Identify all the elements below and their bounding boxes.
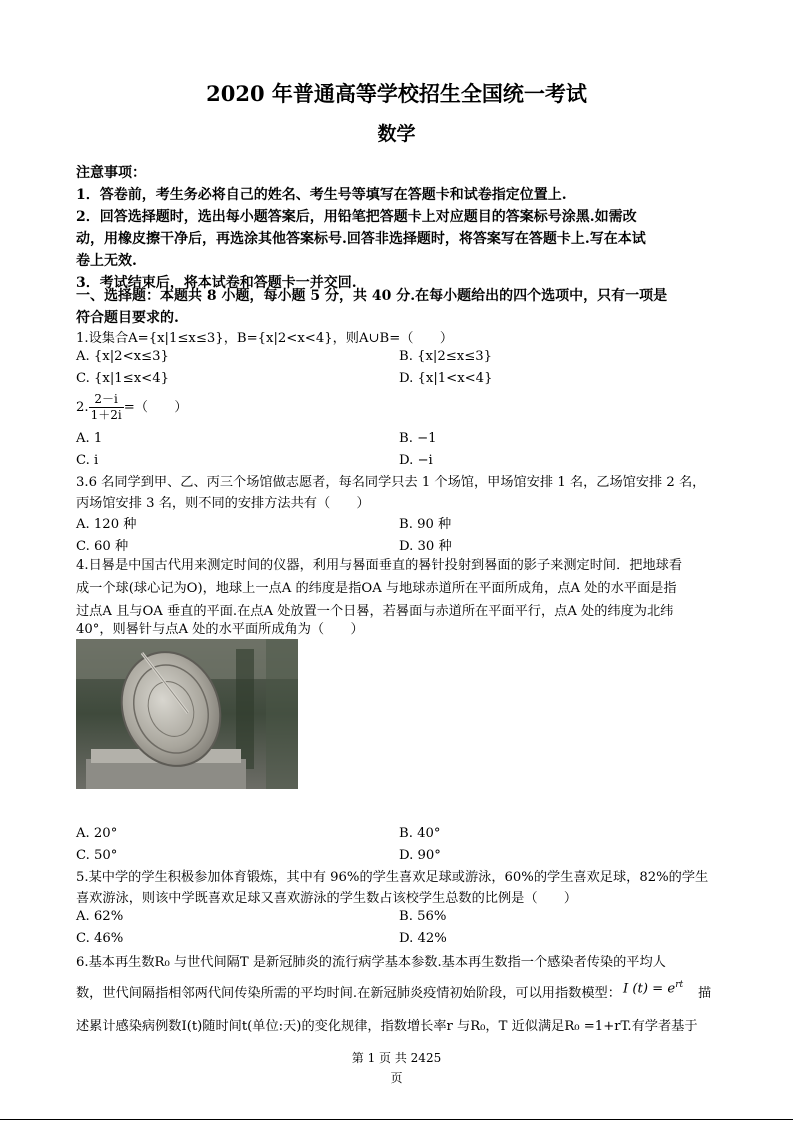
q5-stem-line-2: 喜欢游泳，则该中学既喜欢足球又喜欢游泳的学生数占该校学生总数的比例是（ ） [76, 891, 578, 906]
q4-stem-line-1: 4.日晷是中国古代用来测定时间的仪器，利用与晷面垂直的晷针投射到晷面的影子来测定时间．把地球看 [76, 558, 683, 573]
q2-option-b: B. −1 [399, 431, 437, 446]
notice-item-1: 1．答卷前，考生务必将自己的姓名、考生号等填写在答题卡和试卷指定位置上. [76, 187, 567, 203]
q3-option-b: B. 90 种 [399, 517, 452, 532]
q1-option-c: C. {x|1≤x<4} [76, 371, 169, 386]
q3-stem-line-1: 3.6 名同学到甲、乙、丙三个场馆做志愿者，每名同学只去 1 个场馆，甲场馆安排 1 名，乙场馆安排 2 名， [76, 475, 706, 490]
q4-stem-line-4: 40°，则晷针与点A 处的水平面所成角为（ ） [76, 622, 364, 637]
q3-option-c: C. 60 种 [76, 539, 129, 554]
q2-tail: =（ ） [123, 400, 188, 415]
page-footer-line-2: 页 [390, 1071, 403, 1085]
q6-stem-line-1: 6.基本再生数R₀ 与世代间隔T 是新冠肺炎的流行病学基本参数.基本再生数指一个感染者传染的平均人 [76, 955, 666, 970]
q6-stem-line-2-tail: 描 [698, 986, 712, 1001]
q2-number: 2. [76, 400, 89, 415]
q3-option-d: D. 30 种 [399, 539, 452, 554]
notice-item-3: 3．考试结束后，将本试卷和答题卡一并交回. [76, 275, 357, 291]
exam-subject: 数学 [377, 123, 416, 145]
section-1-line-2: 符合题目要求的. [76, 310, 179, 326]
q2-option-a: A. 1 [76, 431, 103, 446]
q2-stem [76, 392, 188, 423]
q1-stem: 1.设集合A={x|1≤x≤3}，B={x|2<x<4}，则A∪B=（ ） [76, 331, 454, 346]
q3-stem-line-2: 丙场馆安排 3 名，则不同的安排方法共有（ ） [76, 496, 370, 511]
bottom-rule [0, 1119, 793, 1120]
q2-fraction-denominator: 1＋2i [90, 408, 122, 422]
q2-fraction-numerator: 2－i [89, 392, 124, 408]
q1-option-b: B. {x|2≤x≤3} [399, 349, 493, 364]
q5-stem-line-1: 5.某中学的学生积极参加体育锻炼，其中有 96%的学生喜欢足球或游泳，60%的学生喜欢足球，82%的学生 [76, 870, 709, 885]
q1-option-d: D. {x|1<x<4} [399, 371, 493, 386]
q6-formula-base: I (t) = e [623, 981, 676, 997]
q4-option-c: C. 50° [76, 848, 118, 863]
q4-option-a: A. 20° [76, 826, 118, 841]
notice-item-2-line-2: 动，用橡皮擦干净后，再选涂其他答案标号.回答非选择题时，将答案写在答题卡上.写在本试 [76, 231, 646, 247]
q1-option-a: A. {x|2<x≤3} [76, 349, 169, 364]
notice-item-2-line-1: 2．回答选择题时，选出每小题答案后，用铅笔把答题卡上对应题目的答案标号涂黑.如需改 [76, 209, 637, 225]
sundial-photo [76, 639, 298, 789]
q5-option-a: A. 62% [76, 909, 124, 924]
q6-stem-line-3: 述累计感染病例数I(t)随时间t(单位:天)的变化规律，指数增长率r 与R₀，T 近似满足R₀ =1+rT.有学者基于 [76, 1019, 698, 1034]
notice-item-2-line-3: 卷上无效. [76, 253, 137, 269]
q2-option-c: C. i [76, 453, 99, 468]
q6-stem-line-2: 数，世代间隔指相邻两代间传染所需的平均时间.在新冠肺炎疫情初始阶段，可以用指数模型： [76, 986, 621, 1001]
section-1-line-1: 一、选择题：本题共 8 小题，每小题 5 分，共 40 分.在每小题给出的四个选项中，只有一项是 [76, 288, 668, 304]
q4-stem-line-2: 成一个球(球心记为O)，地球上一点A 的纬度是指OA 与地球赤道所在平面所成角，点A 处的水平面是指 [76, 581, 677, 596]
q5-option-d: D. 42% [399, 931, 447, 946]
q5-option-c: C. 46% [76, 931, 124, 946]
exam-title: 2020 年普通高等学校招生全国统一考试 [206, 81, 587, 106]
page-footer-line-1: 第 1 页 共 2425 [351, 1051, 442, 1065]
q2-option-d: D. −i [399, 453, 433, 468]
q3-option-a: A. 120 种 [76, 517, 137, 532]
q5-option-b: B. 56% [399, 909, 447, 924]
q6-formula-exponent: rt [675, 980, 684, 990]
sundial-illustration [76, 639, 298, 789]
q6-formula [623, 980, 683, 996]
q4-option-b: B. 40° [399, 826, 441, 841]
q2-fraction [89, 392, 124, 423]
q4-option-d: D. 90° [399, 848, 441, 863]
q4-stem-line-3: 过点A 且与OA 垂直的平面.在点A 处放置一个日晷，若晷面与赤道所在平面平行，点A 处的纬度为北纬 [76, 604, 674, 619]
notice-heading: 注意事项： [76, 165, 146, 181]
